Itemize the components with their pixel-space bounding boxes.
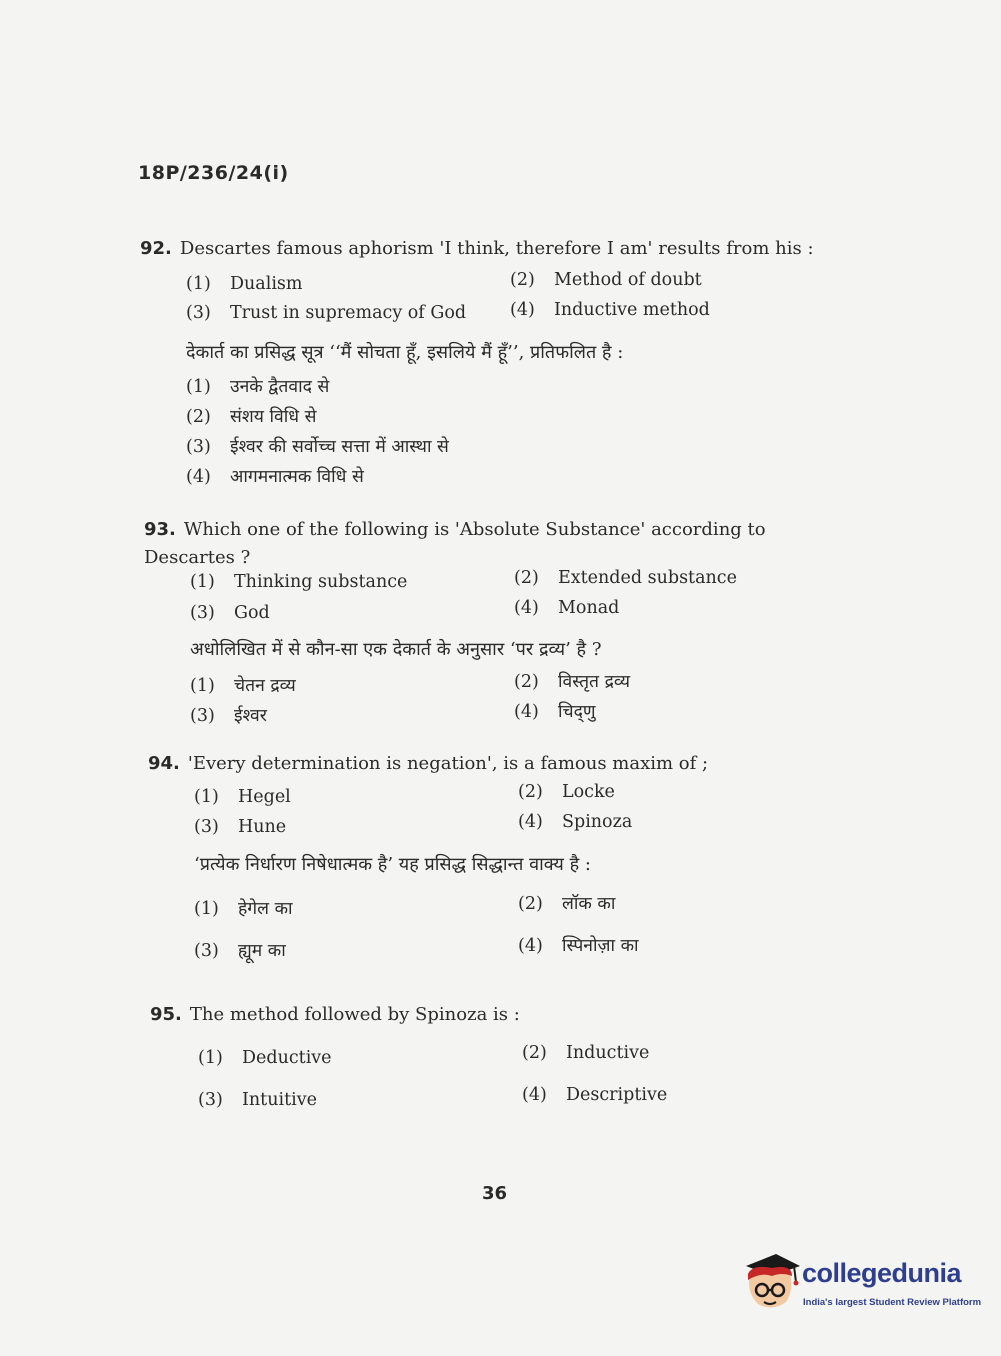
option: (1) Dualism bbox=[186, 274, 303, 294]
brand-name: collegedunia bbox=[802, 1258, 962, 1288]
option: (3) Intuitive bbox=[198, 1090, 317, 1110]
question-text: Which one of the following is 'Absolute Substance' according to Descartes ? bbox=[144, 519, 766, 568]
student-mascot-icon bbox=[742, 1252, 802, 1316]
option: (3) Trust in supremacy of God bbox=[186, 303, 467, 323]
question-93 bbox=[144, 516, 834, 572]
option: (1) Thinking substance bbox=[190, 572, 408, 592]
option: (4) Descriptive bbox=[522, 1085, 668, 1105]
hindi-option: (1) चेतन द्रव्य bbox=[190, 676, 296, 696]
question-text: 'Every determination is negation', is a famous maxim of ; bbox=[187, 753, 709, 774]
option: (2) Method of doubt bbox=[510, 270, 702, 290]
question-text: Descartes famous aphorism 'I think, therefore I am' results from his : bbox=[179, 238, 814, 259]
question-number: 94. bbox=[148, 753, 180, 774]
hindi-option: (2) लॉक का bbox=[518, 894, 616, 914]
page-number: 36 bbox=[482, 1183, 508, 1204]
hindi-option: (3) ईश्वर की सर्वोच्च सत्ता में आस्था से bbox=[186, 437, 449, 457]
brand-tagline: India's largest Student Review Platform bbox=[803, 1297, 982, 1308]
option: (2) Inductive bbox=[522, 1043, 650, 1063]
question-94 bbox=[148, 753, 838, 774]
question-95 bbox=[150, 1004, 840, 1025]
hindi-option: (4) चिद्णु bbox=[514, 702, 596, 722]
hindi-question-text: अधोलिखित में से कौन-सा एक देकार्त के अनुसार ‘पर द्रव्य’ है ? bbox=[190, 639, 602, 660]
hindi-option: (4) आगमनात्मक विधि से bbox=[186, 467, 364, 487]
question-number: 93. bbox=[144, 519, 176, 540]
hindi-option: (4) स्पिनोज़ा का bbox=[518, 936, 639, 956]
question-text: The method followed by Spinoza is : bbox=[189, 1004, 520, 1025]
hindi-option: (3) ईश्वर bbox=[190, 706, 267, 726]
hindi-question-text: देकार्त का प्रसिद्ध सूत्र ‘‘मैं सोचता हूँ, इसलिये मैं हूँ’’, प्रतिफलित है : bbox=[186, 342, 624, 363]
hindi-option: (1) उनके द्वैतवाद से bbox=[186, 377, 330, 397]
hindi-option: (1) हेगेल का bbox=[194, 899, 293, 919]
option: (1) Hegel bbox=[194, 787, 291, 807]
hindi-option: (2) संशय विधि से bbox=[186, 407, 317, 427]
question-number: 92. bbox=[140, 238, 172, 259]
hindi-option: (3) ह्यूम का bbox=[194, 941, 286, 961]
hindi-question-text: ‘प्रत्येक निर्धारण निषेधात्मक है’ यह प्रसिद्ध सिद्धान्त वाक्य है : bbox=[194, 854, 591, 875]
option: (4) Spinoza bbox=[518, 812, 633, 832]
option: (3) Hune bbox=[194, 817, 287, 837]
paper-code: 18P/236/24(i) bbox=[138, 162, 289, 184]
option: (1) Deductive bbox=[198, 1048, 332, 1068]
option: (3) God bbox=[190, 603, 270, 623]
option: (2) Extended substance bbox=[514, 568, 737, 588]
question-92 bbox=[140, 238, 830, 259]
option: (4) Monad bbox=[514, 598, 620, 618]
question-number: 95. bbox=[150, 1004, 182, 1025]
collegedunia-logo bbox=[742, 1252, 982, 1316]
option: (4) Inductive method bbox=[510, 300, 710, 320]
hindi-option: (2) विस्तृत द्रव्य bbox=[514, 672, 631, 692]
option: (2) Locke bbox=[518, 782, 615, 802]
